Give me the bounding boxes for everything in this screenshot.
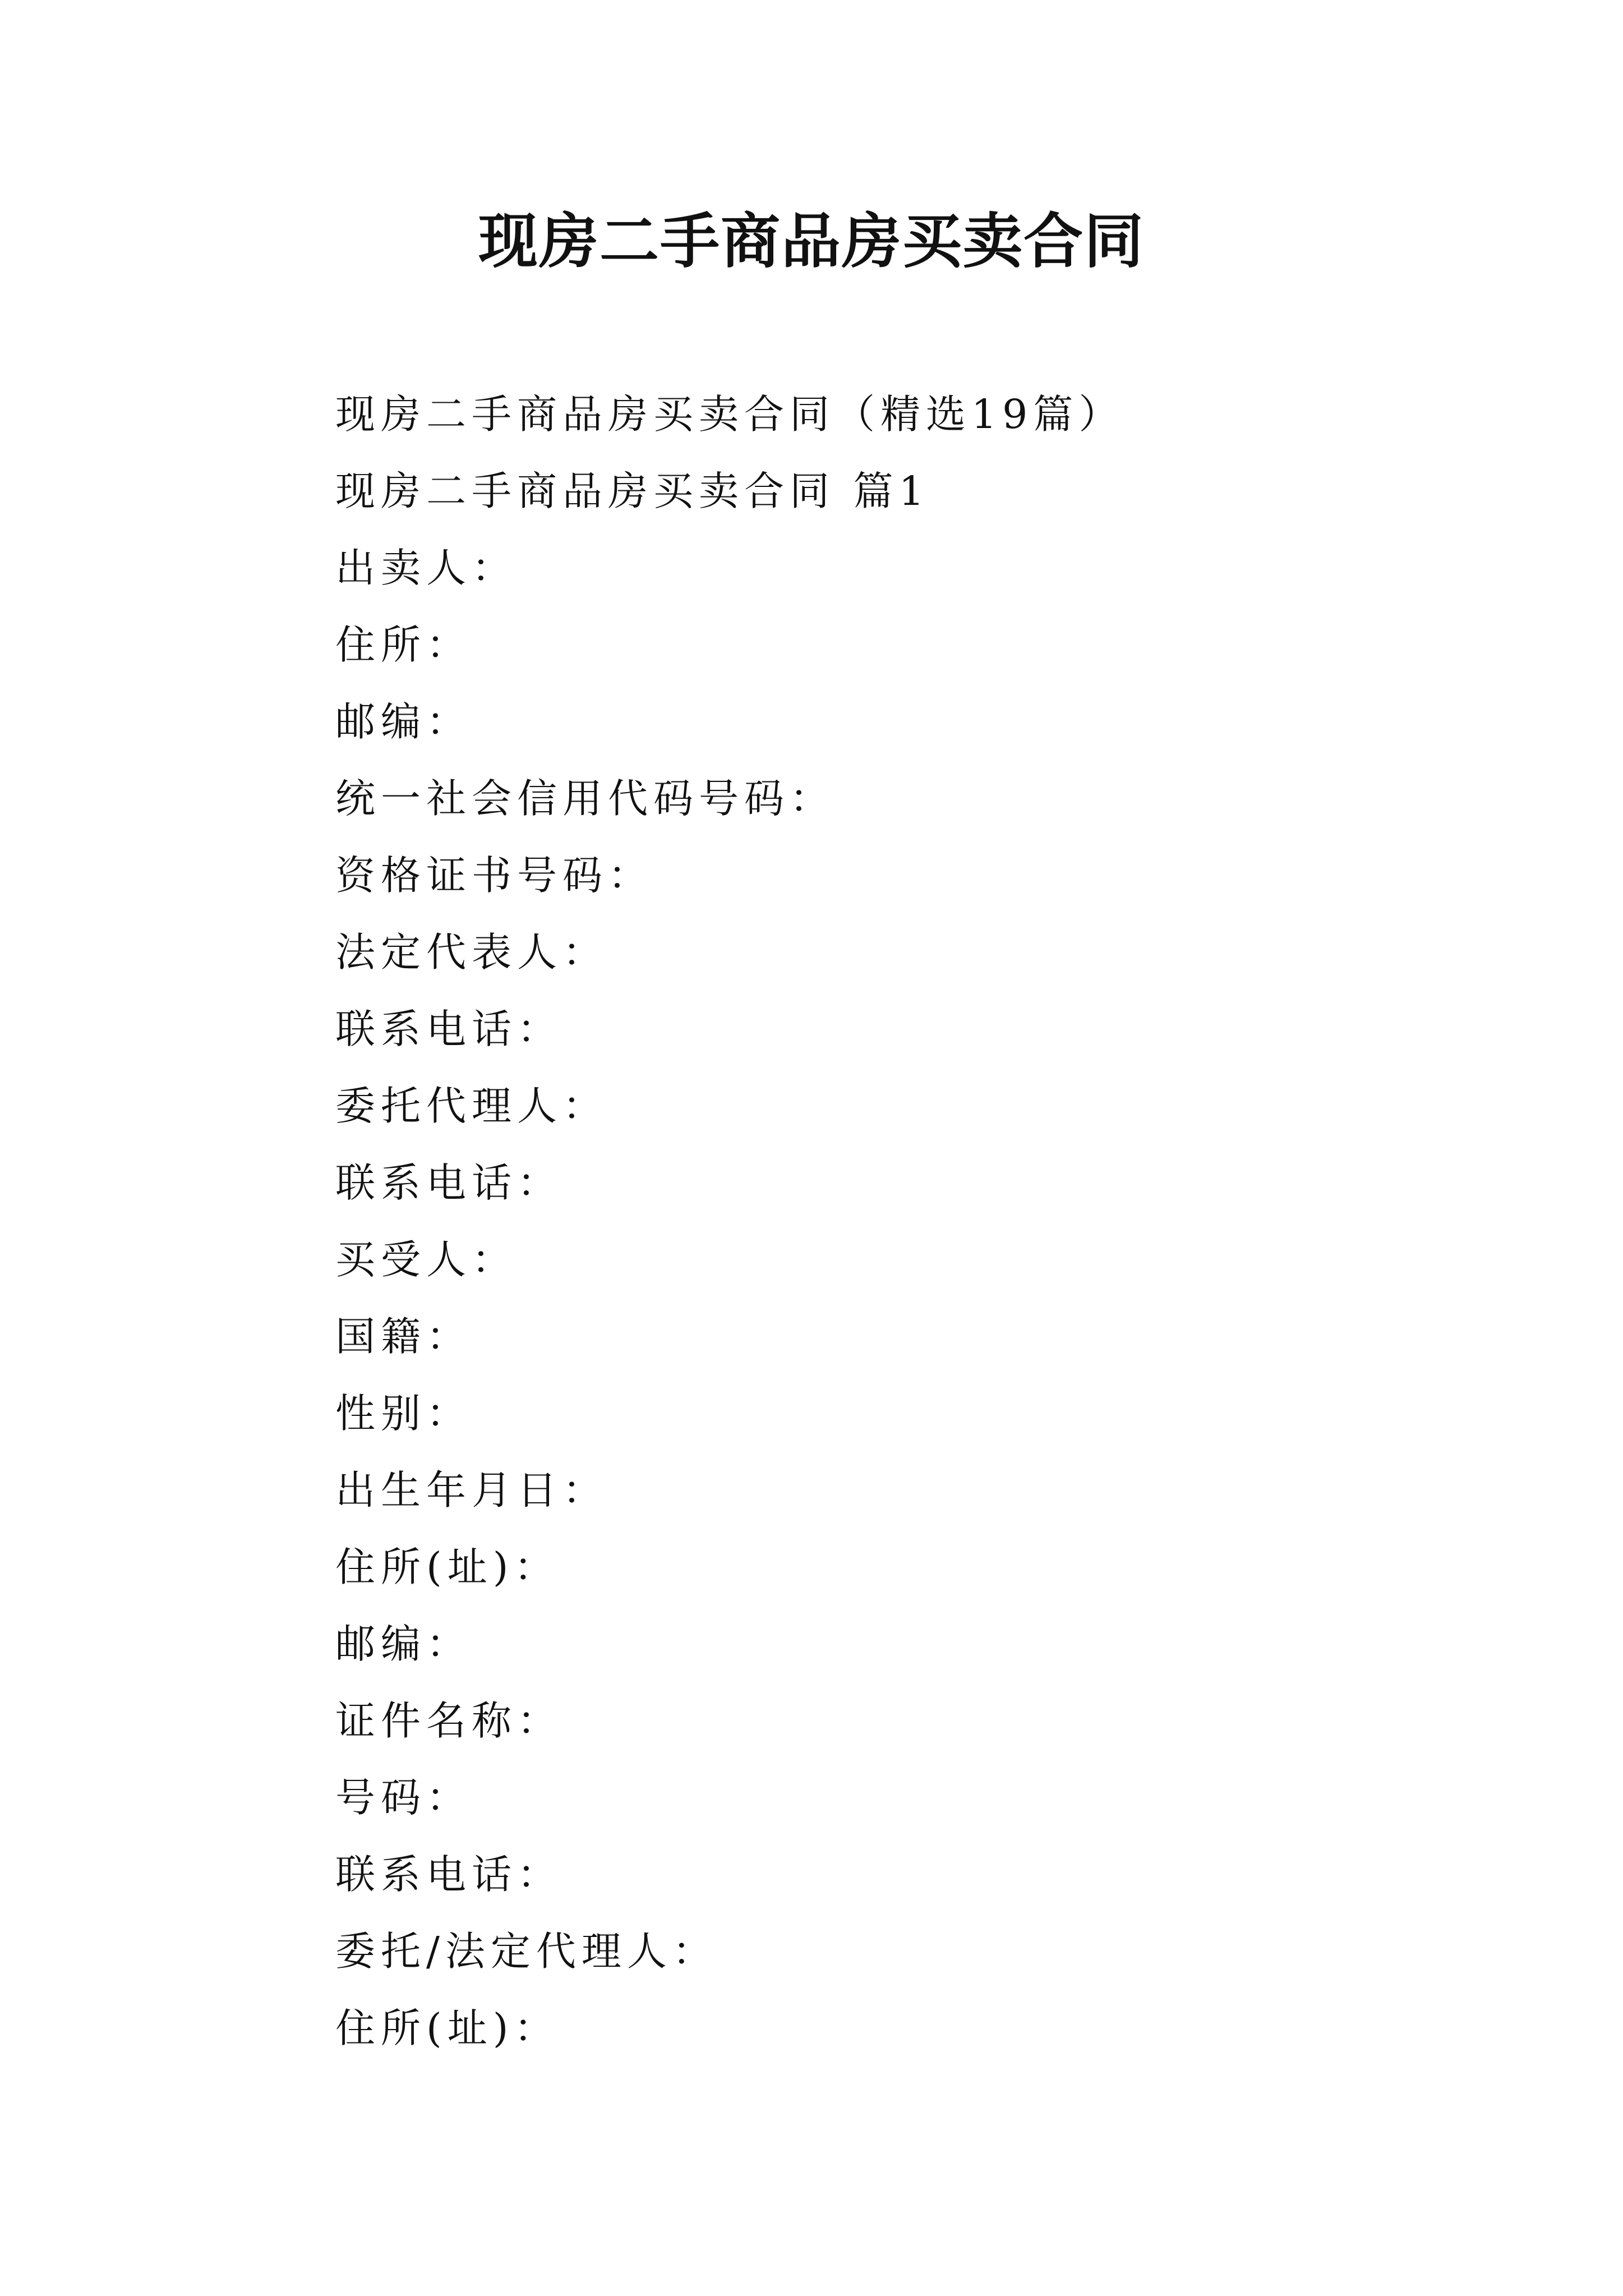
seller-label: 出卖人：	[335, 545, 518, 591]
seller-agent-phone-label: 联系电话：	[335, 1159, 563, 1206]
legal-representative-label: 法定代表人：	[335, 929, 608, 976]
nationality-label: 国籍：	[335, 1313, 472, 1360]
seller-agent-label: 委托代理人：	[335, 1083, 608, 1129]
gender-label: 性别：	[335, 1390, 472, 1437]
buyer-agent-address-label: 住所(址)：	[335, 2005, 560, 2051]
buyer-postcode-label: 邮编：	[335, 1621, 472, 1667]
seller-postcode-label: 邮编：	[335, 698, 472, 745]
seller-phone-label: 联系电话：	[335, 1006, 563, 1052]
buyer-label: 买受人：	[335, 1236, 518, 1283]
id-number-label: 号码：	[335, 1774, 472, 1821]
buyer-phone-label: 联系电话：	[335, 1851, 563, 1898]
section-heading: 现房二手商品房买卖合同 篇1	[335, 468, 930, 514]
buyer-agent-label: 委托/法定代理人：	[335, 1928, 718, 1975]
qualification-number-label: 资格证书号码：	[335, 852, 654, 899]
seller-address-label: 住所：	[335, 622, 472, 668]
birth-date-label: 出生年月日：	[335, 1467, 608, 1513]
buyer-address-label: 住所(址)：	[335, 1544, 560, 1590]
subtitle-line: 现房二手商品房买卖合同（精选19篇）	[335, 391, 1124, 438]
credit-code-label: 统一社会信用代码号码：	[335, 775, 836, 822]
document-body	[335, 376, 1457, 2067]
document-title: 现房二手商品房买卖合同	[478, 206, 1145, 276]
id-document-name-label: 证件名称：	[335, 1697, 563, 1744]
